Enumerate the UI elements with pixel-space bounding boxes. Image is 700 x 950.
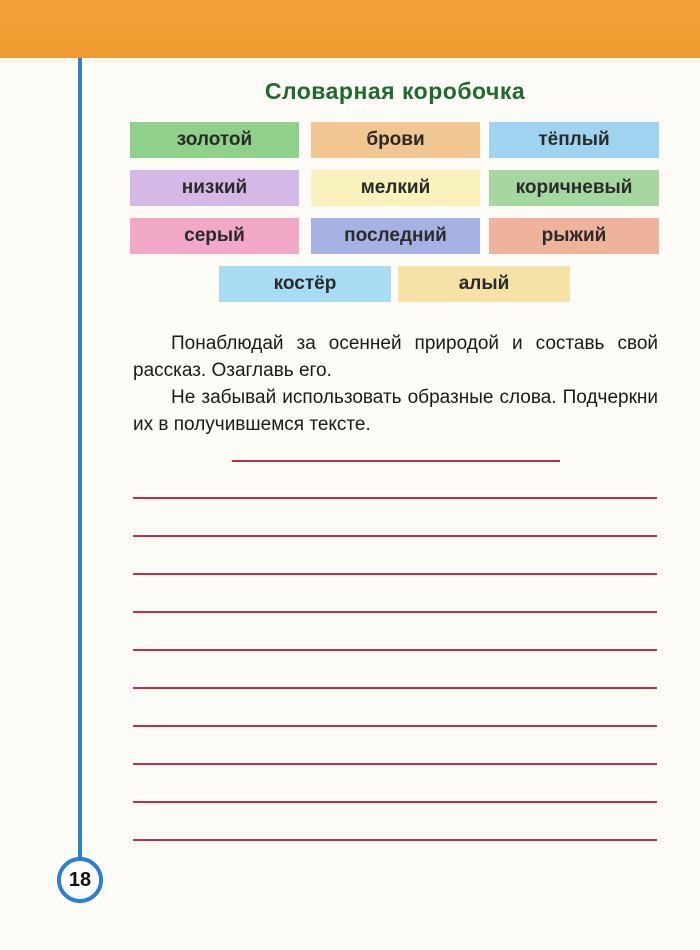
word-chip: костёр (219, 266, 391, 302)
writing-line[interactable] (133, 801, 657, 803)
task-paragraph-1: Понаблюдай за осенней природой и составь свой рассказ. Озаглавь его. (133, 333, 658, 381)
word-chip: рыжий (489, 218, 659, 254)
writing-line[interactable] (133, 763, 657, 765)
header-band (0, 0, 700, 58)
writing-line[interactable] (133, 839, 657, 841)
writing-line[interactable] (133, 687, 657, 689)
page-title: Словарная коробочка (264, 78, 526, 104)
word-chip: мелкий (311, 170, 480, 206)
margin-line (78, 58, 82, 858)
page-number: 18 (57, 857, 103, 903)
word-chip: низкий (130, 170, 299, 206)
writing-line[interactable] (133, 649, 657, 651)
word-chip: золотой (130, 122, 299, 158)
word-chip: последний (311, 218, 480, 254)
writing-line[interactable] (133, 535, 657, 537)
word-chip: брови (311, 122, 480, 158)
writing-line[interactable] (133, 573, 657, 575)
story-title-line[interactable] (232, 460, 560, 462)
writing-line[interactable] (133, 611, 657, 613)
task-paragraph-2: Не забывай использовать образные слова. Подчеркни их в получившемся тексте. (133, 387, 658, 435)
writing-line[interactable] (133, 725, 657, 727)
word-chip: серый (130, 218, 299, 254)
word-chip: алый (398, 266, 570, 302)
writing-line[interactable] (133, 497, 657, 499)
word-chip: тёплый (489, 122, 659, 158)
word-chip: коричневый (489, 170, 659, 206)
